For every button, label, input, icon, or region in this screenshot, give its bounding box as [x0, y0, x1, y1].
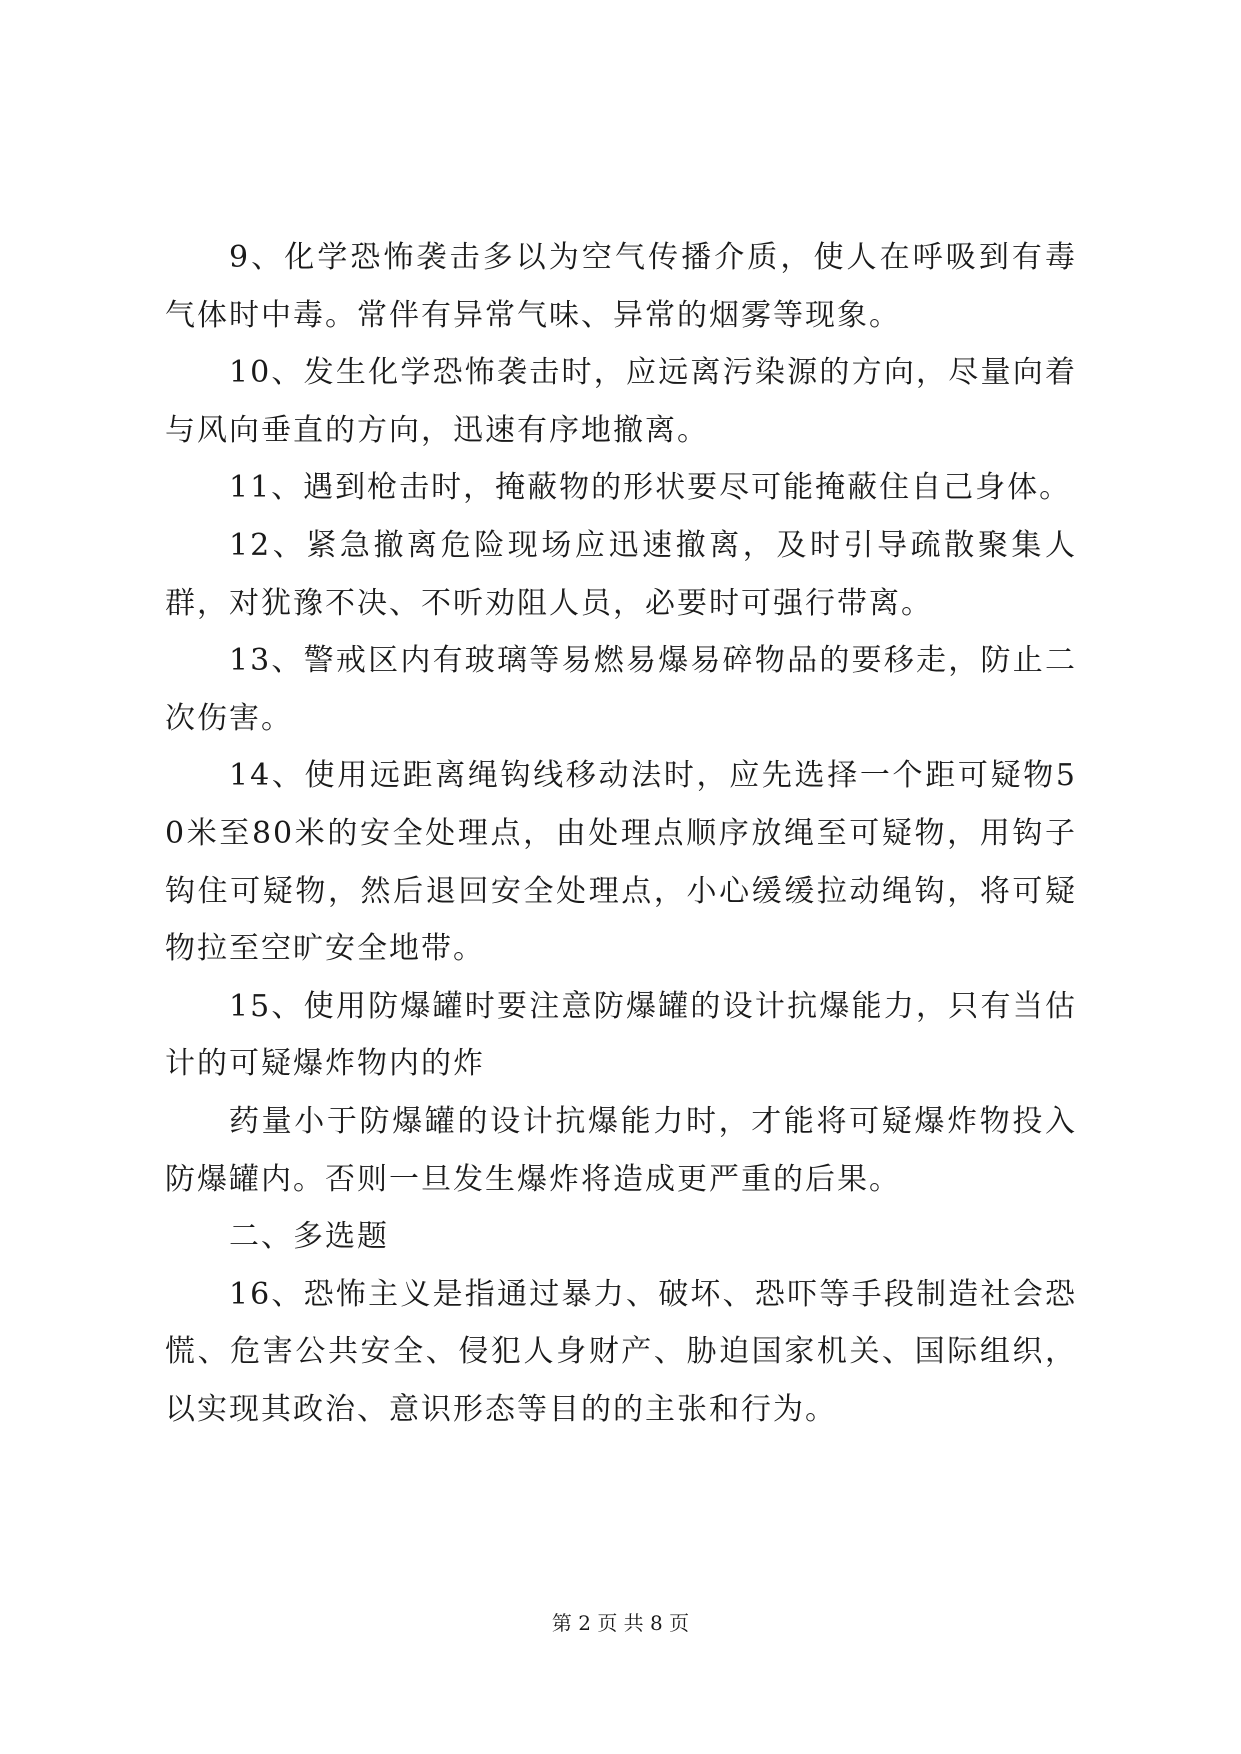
paragraph-item-10: 10、发生化学恐怖袭击时，应远离污染源的方向，尽量向着与风向垂直的方向，迅速有序地撤离。: [165, 355, 1077, 448]
page-footer: [0, 1610, 1241, 1636]
paragraph-item-16: 16、恐怖主义是指通过暴力、破坏、恐吓等手段制造社会恐慌、危害公共安全、侵犯人身财产、胁迫国家机关、国际组织，以实现其政治、意识形态等目的的主张和行为。: [165, 1276, 1077, 1427]
section-heading-multiple-choice: 二、多选题: [229, 1219, 389, 1255]
paragraph-item-12: 12、紧急撤离危险现场应迅速撤离，及时引导疏散聚集人群，对犹豫不决、不听劝阻人员，必要时可强行带离。: [165, 527, 1077, 621]
paragraph-item-15: 15、使用防爆罐时要注意防爆罐的设计抗爆能力，只有当估计的可疑爆炸物内的炸: [165, 988, 1077, 1082]
paragraph-item-15-continued: 药量小于防爆罐的设计抗爆能力时，才能将可疑爆炸物投入防爆罐内。否则一旦发生爆炸将造成更严重的后果。: [165, 1103, 1077, 1197]
paragraph-item-14: 14、使用远距离绳钩线移动法时，应先选择一个距可疑物50米至80米的安全处理点，由处理点顺序放绳至可疑物，用钩子钩住可疑物，然后退回安全处理点，小心缓缓拉动绳钩，将可疑物拉至空旷安全地带。: [165, 758, 1077, 967]
paragraph-item-9: 9、化学恐怖袭击多以为空气传播介质，使人在呼吸到有毒气体时中毒。常伴有异常气味、异常的烟雾等现象。: [165, 240, 1077, 333]
page-number-label: 第 2 页 共 8 页: [551, 1611, 690, 1635]
paragraph-item-13: 13、警戒区内有玻璃等易燃易爆易碎物品的要移走，防止二次伤害。: [165, 643, 1077, 736]
paragraph-item-11: 11、遇到枪击时，掩蔽物的形状要尽可能掩蔽住自己身体。: [229, 470, 1072, 506]
document-body: [165, 229, 1077, 1438]
